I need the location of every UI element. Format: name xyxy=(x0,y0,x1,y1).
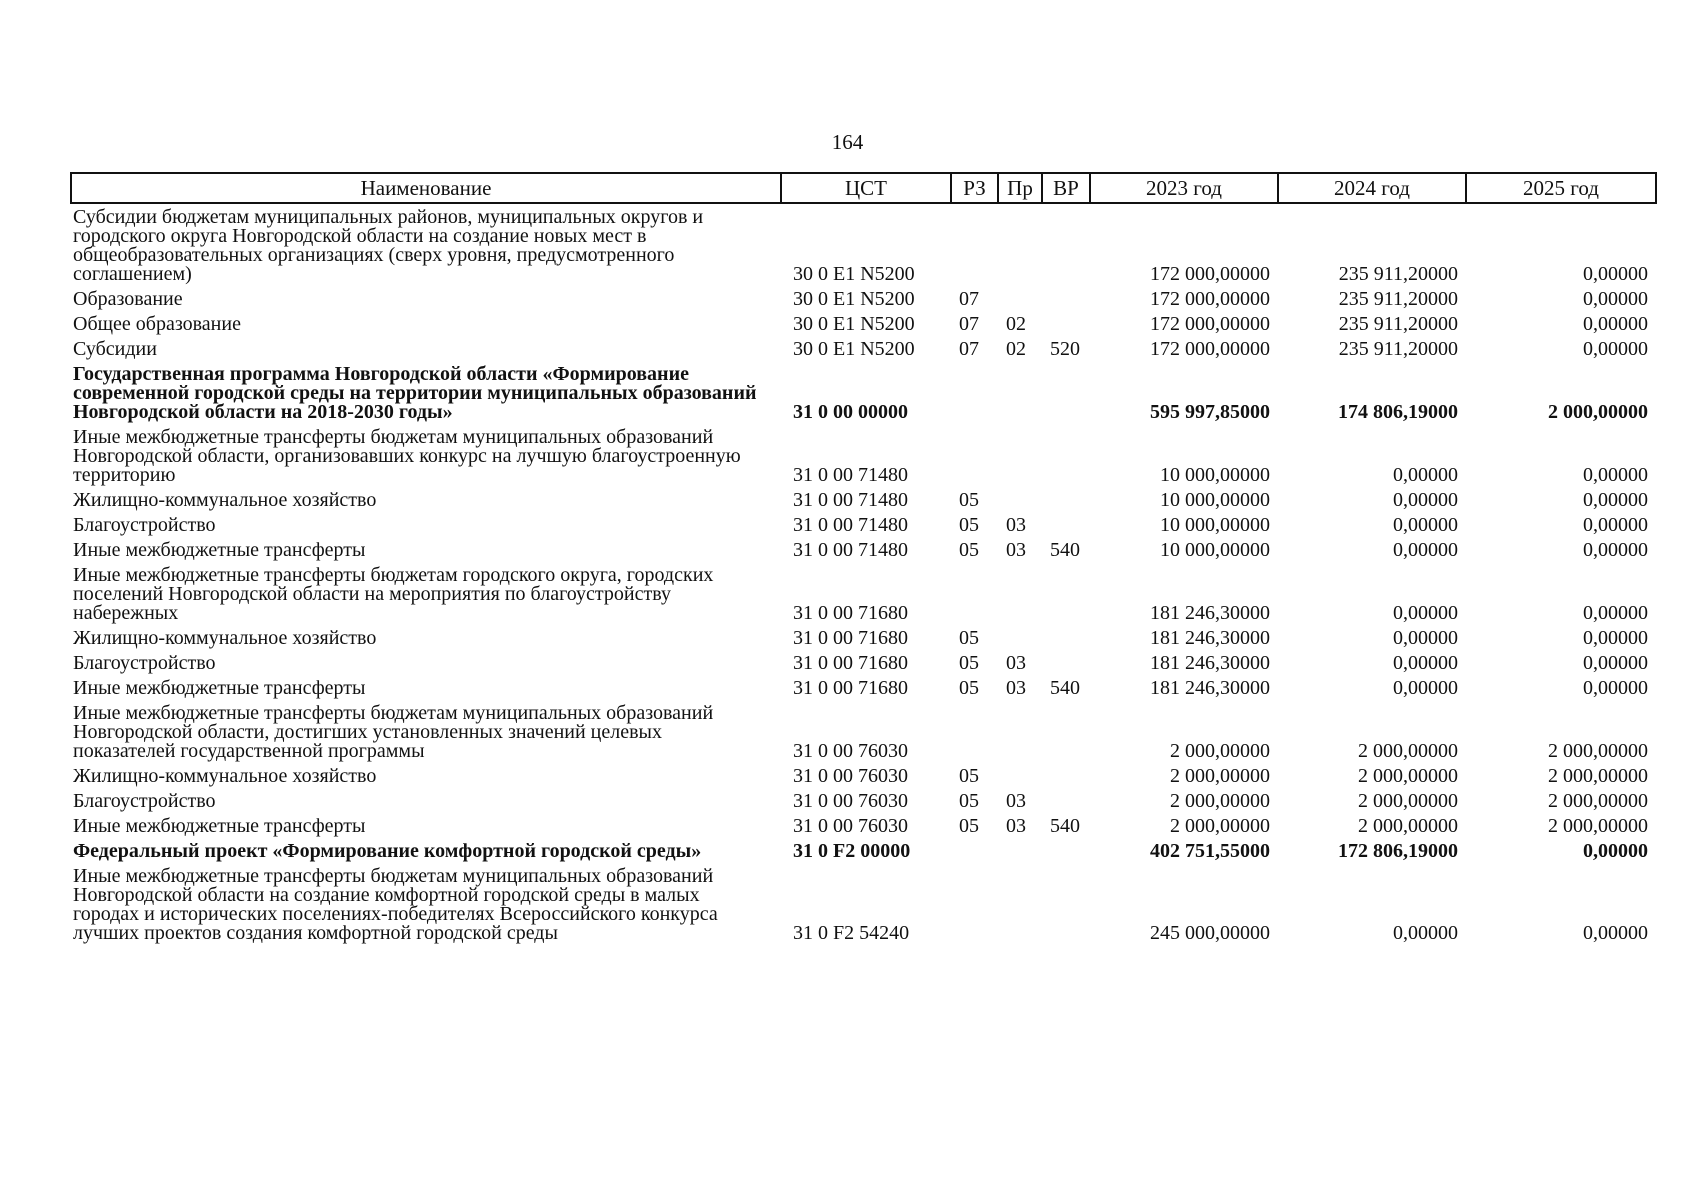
table-row xyxy=(71,813,1656,838)
row-2023: 402 751,55000 xyxy=(1150,840,1270,862)
row-2025: 2 000,00000 xyxy=(1548,815,1648,837)
row-cst: 31 0 00 76030 xyxy=(793,790,908,812)
row-rz: 05 xyxy=(959,815,979,837)
row-2025: 0,00000 xyxy=(1583,840,1648,862)
row-rz xyxy=(951,863,998,945)
row-pr: 03 xyxy=(1006,652,1026,674)
table-row xyxy=(71,512,1656,537)
row-cst: 30 0 E1 N5200 xyxy=(793,263,915,285)
row-2024: 235 911,20000 xyxy=(1338,313,1458,335)
row-pr xyxy=(998,424,1042,487)
table-header xyxy=(71,173,1656,203)
row-2024: 2 000,00000 xyxy=(1358,740,1458,762)
row-2023: 172 000,00000 xyxy=(1150,288,1270,310)
row-2023: 172 000,00000 xyxy=(1150,338,1270,360)
row-rz: 07 xyxy=(959,288,979,310)
row-name: Благоустройство xyxy=(73,652,216,674)
row-cst: 31 0 00 71680 xyxy=(793,602,908,624)
row-2025: 0,00000 xyxy=(1583,602,1648,624)
row-2024: 0,00000 xyxy=(1393,922,1458,944)
row-name: Субсидии xyxy=(73,338,157,360)
row-vr xyxy=(1042,788,1090,813)
page-number: 164 xyxy=(831,130,864,154)
row-2025: 2 000,00000 xyxy=(1548,790,1648,812)
row-2025: 0,00000 xyxy=(1583,288,1648,310)
row-cst: 30 0 E1 N5200 xyxy=(793,288,915,310)
row-cst: 31 0 00 71480 xyxy=(793,514,908,536)
row-vr xyxy=(1042,286,1090,311)
table-row xyxy=(71,650,1656,675)
row-2025: 0,00000 xyxy=(1583,464,1648,486)
row-pr xyxy=(998,487,1042,512)
table-row xyxy=(71,788,1656,813)
row-2023: 181 246,30000 xyxy=(1150,677,1270,699)
row-cst: 31 0 F2 54240 xyxy=(793,922,910,944)
row-2025: 0,00000 xyxy=(1583,514,1648,536)
row-2025: 0,00000 xyxy=(1583,677,1648,699)
row-pr xyxy=(998,562,1042,625)
row-vr xyxy=(1042,838,1090,863)
row-pr: 02 xyxy=(1006,313,1026,335)
row-2023: 172 000,00000 xyxy=(1150,263,1270,285)
row-name: Иные межбюджетные трансферты xyxy=(73,539,366,561)
row-2023: 181 246,30000 xyxy=(1150,652,1270,674)
row-2023: 2 000,00000 xyxy=(1170,815,1270,837)
row-cst: 30 0 E1 N5200 xyxy=(793,338,915,360)
row-2023: 10 000,00000 xyxy=(1160,489,1270,511)
row-2025: 0,00000 xyxy=(1583,338,1648,360)
table-row xyxy=(71,763,1656,788)
row-vr xyxy=(1042,562,1090,625)
row-rz xyxy=(951,562,998,625)
row-2025: 0,00000 xyxy=(1583,652,1648,674)
row-name: Иные межбюджетные трансферты xyxy=(73,677,366,699)
header-name: Наименование xyxy=(71,173,781,203)
row-2024: 0,00000 xyxy=(1393,514,1458,536)
row-cst: 31 0 00 71680 xyxy=(793,627,908,649)
row-2023: 245 000,00000 xyxy=(1150,922,1270,944)
row-2025: 2 000,00000 xyxy=(1548,740,1648,762)
row-rz: 05 xyxy=(959,790,979,812)
row-pr: 03 xyxy=(1006,539,1026,561)
row-2024: 0,00000 xyxy=(1393,602,1458,624)
header-pr: Пр xyxy=(998,173,1042,203)
row-2024: 0,00000 xyxy=(1393,652,1458,674)
row-name: Общее образование xyxy=(73,313,241,335)
row-pr xyxy=(998,286,1042,311)
row-2024: 2 000,00000 xyxy=(1358,765,1458,787)
table-row xyxy=(71,487,1656,512)
table-row xyxy=(71,675,1656,700)
row-rz xyxy=(951,361,998,424)
row-pr xyxy=(998,361,1042,424)
row-rz xyxy=(951,838,998,863)
row-rz: 07 xyxy=(959,313,979,335)
row-vr: 540 xyxy=(1050,815,1080,837)
row-pr: 03 xyxy=(1006,677,1026,699)
row-vr xyxy=(1042,763,1090,788)
row-vr xyxy=(1042,625,1090,650)
row-vr xyxy=(1042,487,1090,512)
row-2024: 0,00000 xyxy=(1393,627,1458,649)
header-vr: ВР xyxy=(1042,173,1090,203)
row-cst: 30 0 E1 N5200 xyxy=(793,313,915,335)
row-rz xyxy=(951,700,998,763)
row-2024: 172 806,19000 xyxy=(1338,840,1458,862)
row-pr xyxy=(998,625,1042,650)
row-rz: 05 xyxy=(959,627,979,649)
row-vr xyxy=(1042,512,1090,537)
row-2024: 235 911,20000 xyxy=(1338,263,1458,285)
row-rz: 05 xyxy=(959,539,979,561)
table-row xyxy=(71,863,1656,945)
row-2023: 10 000,00000 xyxy=(1160,464,1270,486)
table-row xyxy=(71,311,1656,336)
table-row xyxy=(71,700,1656,763)
row-2024: 235 911,20000 xyxy=(1338,338,1458,360)
row-2023: 10 000,00000 xyxy=(1160,539,1270,561)
row-cst: 31 0 00 71680 xyxy=(793,677,908,699)
row-2024: 0,00000 xyxy=(1393,539,1458,561)
row-2023: 10 000,00000 xyxy=(1160,514,1270,536)
row-2025: 0,00000 xyxy=(1583,922,1648,944)
row-2023: 181 246,30000 xyxy=(1150,627,1270,649)
row-cst: 31 0 00 71480 xyxy=(793,489,908,511)
row-2023: 595 997,85000 xyxy=(1150,401,1270,423)
row-vr xyxy=(1042,650,1090,675)
row-pr: 03 xyxy=(1006,815,1026,837)
row-2023: 181 246,30000 xyxy=(1150,602,1270,624)
row-cst: 31 0 00 71480 xyxy=(793,539,908,561)
row-pr: 03 xyxy=(1006,790,1026,812)
table-row xyxy=(71,286,1656,311)
header-2024: 2024 год xyxy=(1278,173,1466,203)
table-row xyxy=(71,336,1656,361)
row-pr xyxy=(998,863,1042,945)
row-rz: 05 xyxy=(959,514,979,536)
row-name: Жилищно-коммунальное хозяйство xyxy=(73,489,377,511)
row-vr: 520 xyxy=(1050,338,1080,360)
row-pr: 03 xyxy=(1006,514,1026,536)
row-rz xyxy=(951,424,998,487)
row-name: Благоустройство xyxy=(73,514,216,536)
row-vr xyxy=(1042,203,1090,286)
row-2024: 235 911,20000 xyxy=(1338,288,1458,310)
row-2025: 2 000,00000 xyxy=(1548,401,1648,423)
row-2025: 2 000,00000 xyxy=(1548,765,1648,787)
row-2025: 0,00000 xyxy=(1583,313,1648,335)
row-pr xyxy=(998,700,1042,763)
header-cst: ЦСТ xyxy=(781,173,951,203)
row-name: Государственная программа Новгородской области «Формирование современной городской среды на территории муниципальных образований Новгородской области на 2018-2030 годы» xyxy=(73,363,757,423)
row-2025: 0,00000 xyxy=(1583,263,1648,285)
row-rz: 05 xyxy=(959,489,979,511)
row-2023: 2 000,00000 xyxy=(1170,765,1270,787)
row-2024: 0,00000 xyxy=(1393,489,1458,511)
row-pr xyxy=(998,838,1042,863)
row-name: Жилищно-коммунальное хозяйство xyxy=(73,627,377,649)
row-cst: 31 0 00 00000 xyxy=(793,401,908,423)
header-2023: 2023 год xyxy=(1090,173,1278,203)
row-cst: 31 0 00 71480 xyxy=(793,464,908,486)
row-2024: 2 000,00000 xyxy=(1358,815,1458,837)
row-rz xyxy=(951,203,998,286)
row-vr xyxy=(1042,424,1090,487)
row-pr xyxy=(998,763,1042,788)
table-row xyxy=(71,537,1656,562)
row-vr xyxy=(1042,311,1090,336)
row-2024: 0,00000 xyxy=(1393,677,1458,699)
row-name: Образование xyxy=(73,288,183,310)
budget-table xyxy=(70,172,1657,945)
row-pr: 02 xyxy=(1006,338,1026,360)
row-2023: 2 000,00000 xyxy=(1170,740,1270,762)
row-cst: 31 0 00 76030 xyxy=(793,815,908,837)
table-row xyxy=(71,203,1656,286)
row-name: Иные межбюджетные трансферты xyxy=(73,815,366,837)
row-cst: 31 0 00 76030 xyxy=(793,740,908,762)
row-pr xyxy=(998,203,1042,286)
row-name: Иные межбюджетные трансферты бюджетам городского округа, городских поселений Новгородской области на мероприятия по благоустройству набережных xyxy=(73,564,714,624)
row-rz: 05 xyxy=(959,677,979,699)
row-vr xyxy=(1042,361,1090,424)
table-row xyxy=(71,424,1656,487)
row-name: Иные межбюджетные трансферты бюджетам муниципальных образований Новгородской области, организовавших конкурс на лучшую благоустроенную территорию xyxy=(73,426,741,486)
row-vr: 540 xyxy=(1050,677,1080,699)
row-2025: 0,00000 xyxy=(1583,627,1648,649)
row-cst: 31 0 F2 00000 xyxy=(793,840,911,862)
table-row-program xyxy=(71,361,1656,424)
row-name: Иные межбюджетные трансферты бюджетам муниципальных образований Новгородской области на создание комфортной городской среды в малых городах и исторических поселениях-победителях Всероссийского конкурса лучших проектов создания комфортной городской среды xyxy=(73,865,718,944)
row-rz: 05 xyxy=(959,765,979,787)
table-row xyxy=(71,625,1656,650)
header-2025: 2025 год xyxy=(1466,173,1656,203)
row-rz: 05 xyxy=(959,652,979,674)
row-2025: 0,00000 xyxy=(1583,539,1648,561)
row-2025: 0,00000 xyxy=(1583,489,1648,511)
row-cst: 31 0 00 76030 xyxy=(793,765,908,787)
table-row xyxy=(71,562,1656,625)
row-name: Иные межбюджетные трансферты бюджетам муниципальных образований Новгородской области, достигших установленных значений целевых показателей государственной программы xyxy=(73,702,714,762)
row-vr: 540 xyxy=(1050,539,1080,561)
table-body xyxy=(71,203,1656,945)
row-2024: 2 000,00000 xyxy=(1358,790,1458,812)
row-2024: 0,00000 xyxy=(1393,464,1458,486)
row-name: Благоустройство xyxy=(73,790,216,812)
row-2023: 172 000,00000 xyxy=(1150,313,1270,335)
table-row-project xyxy=(71,838,1656,863)
row-vr xyxy=(1042,700,1090,763)
row-vr xyxy=(1042,863,1090,945)
row-name: Жилищно-коммунальное хозяйство xyxy=(73,765,377,787)
header-rz: РЗ xyxy=(951,173,998,203)
row-2024: 174 806,19000 xyxy=(1338,401,1458,423)
row-cst: 31 0 00 71680 xyxy=(793,652,908,674)
row-name: Субсидии бюджетам муниципальных районов, муниципальных округов и городского округа Новгородской области на создание новых мест в общеобразовательных организациях (сверх уровня, предусмотренного соглашением) xyxy=(73,206,704,285)
row-name: Федеральный проект «Формирование комфортной городской среды» xyxy=(73,840,702,862)
row-rz: 07 xyxy=(959,338,979,360)
row-2023: 2 000,00000 xyxy=(1170,790,1270,812)
